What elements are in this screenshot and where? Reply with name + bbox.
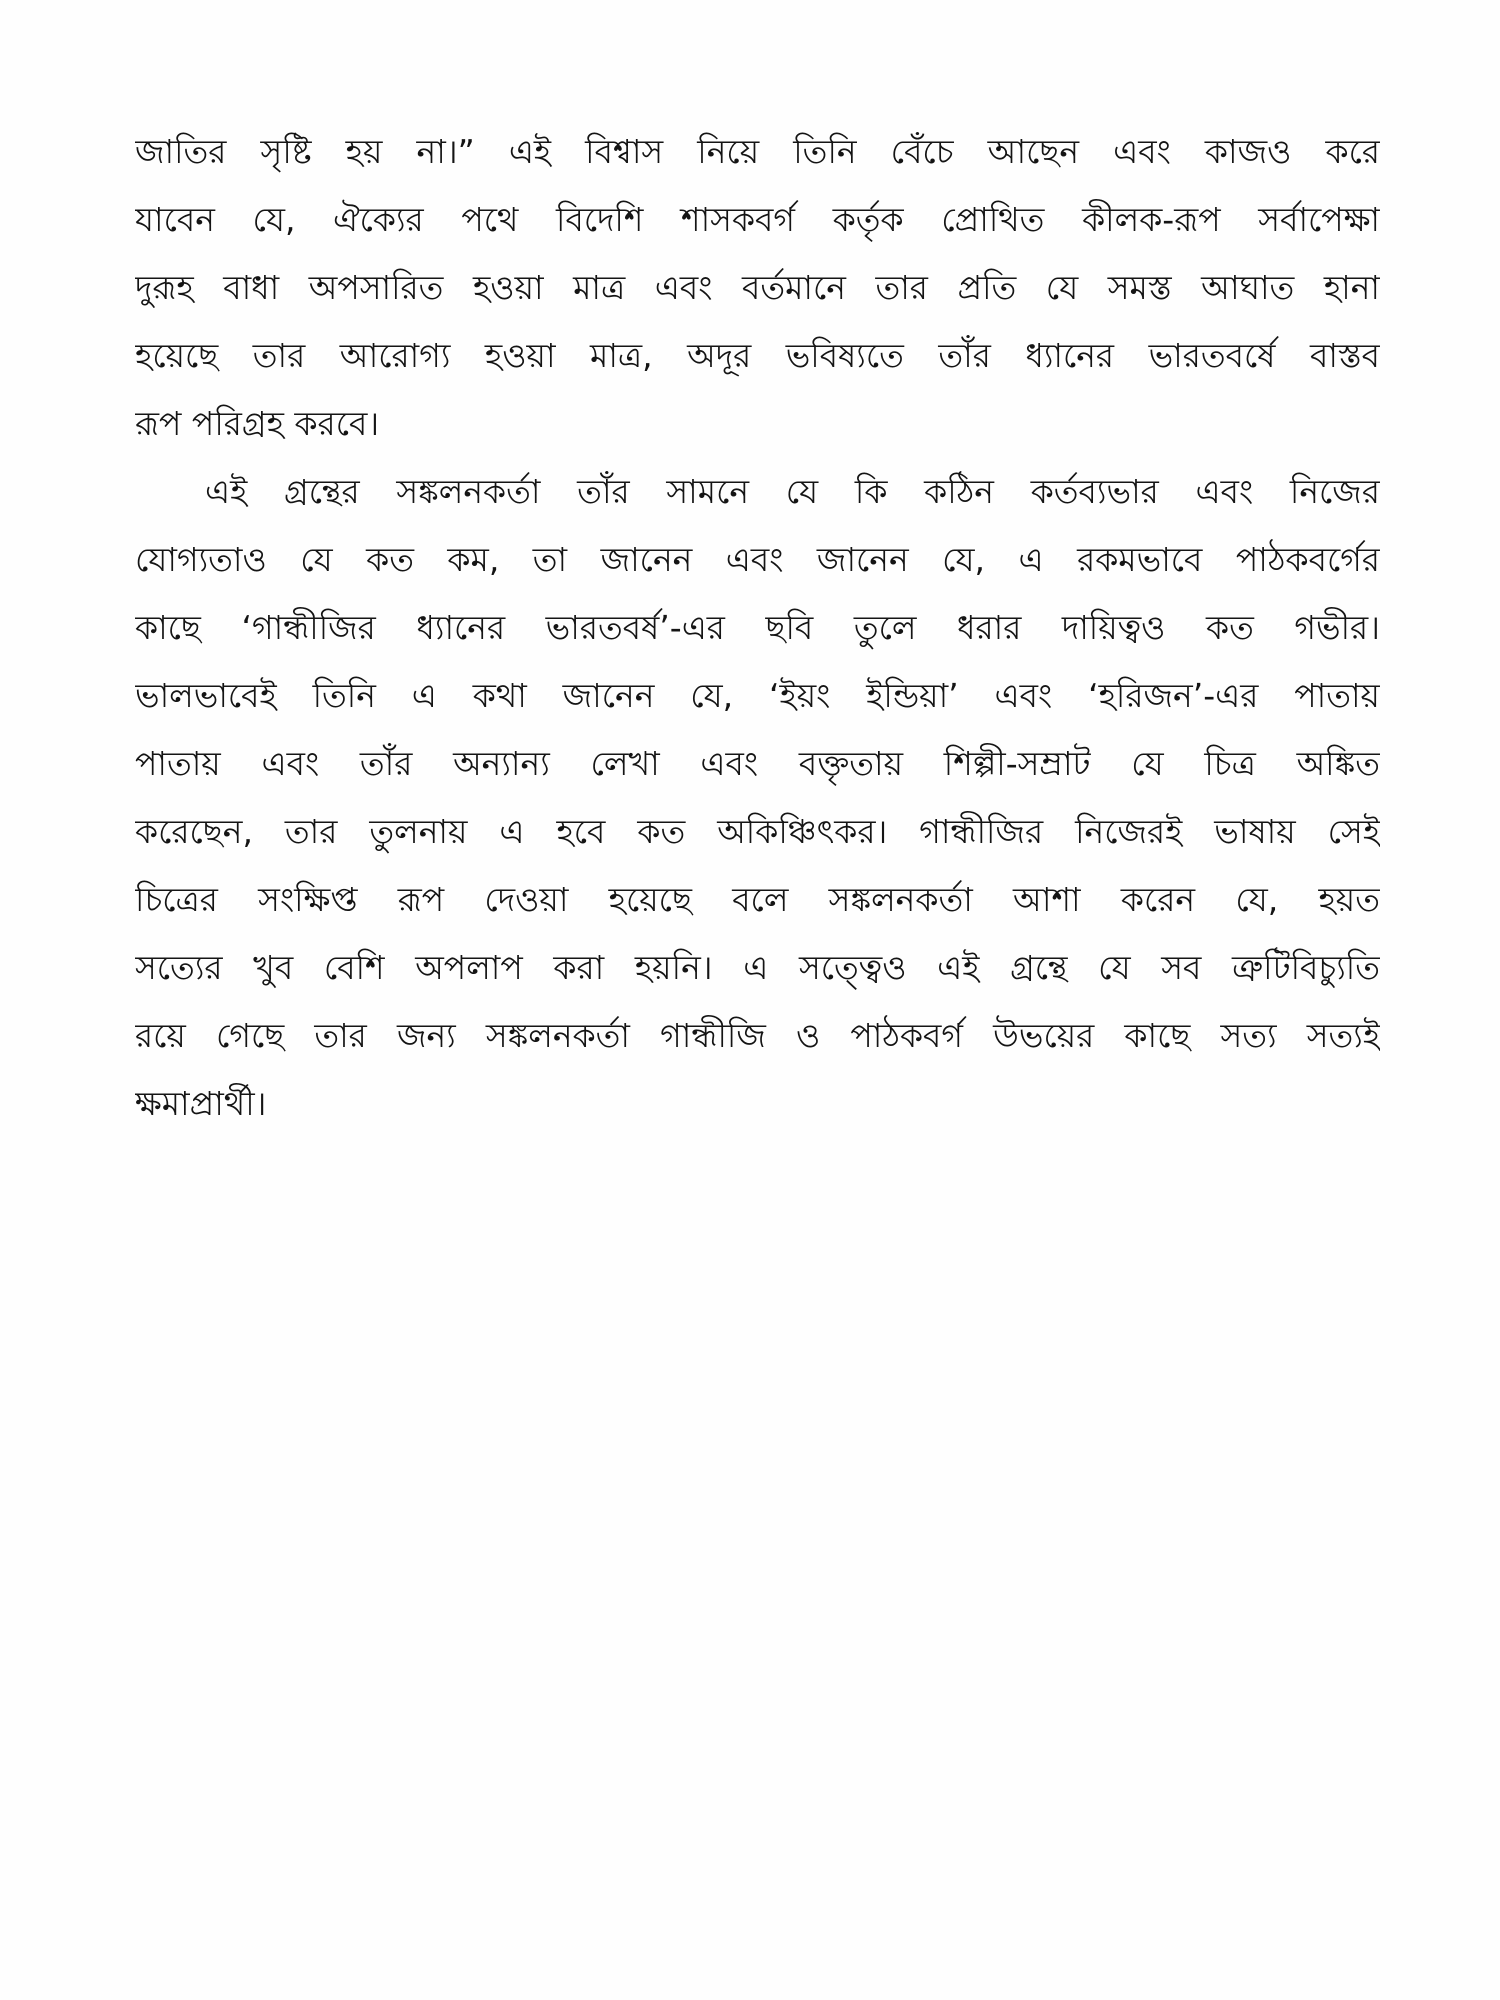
text-line: কাছে ‘গান্ধীজির ধ্যানের ভারতবর্ষ’-এর ছবি তুলে ধরার দায়িত্বও কত গভীর।: [135, 608, 1380, 647]
body-text: [135, 118, 1380, 1138]
text-line: হয়েছে তার আরোগ্য হওয়া মাত্র, অদূর ভবিষ্যতে তাঁর ধ্যানের ভারতবর্ষে বাস্তব: [135, 336, 1380, 375]
text-line: জাতির সৃষ্টি হয় না।” এই বিশ্বাস নিয়ে তিনি বেঁচে আছেন এবং কাজও করে: [135, 132, 1380, 171]
text-line: ভালভাবেই তিনি এ কথা জানেন যে, ‘ইয়ং ইন্ডিয়া’ এবং ‘হরিজন’-এর পাতায়: [135, 676, 1380, 715]
text-line: যাবেন যে, ঐক্যের পথে বিদেশি শাসকবর্গ কর্তৃক প্রোথিত কীলক-রূপ সর্বাপেক্ষা: [135, 200, 1380, 239]
text-line: সত্যের খুব বেশি অপলাপ করা হয়নি। এ সত্ত্বেও এই গ্রন্থে যে সব ত্রুটিবিচ্যুতি: [135, 948, 1380, 987]
paragraph-2: [135, 458, 1380, 1138]
text-line: রূপ পরিগ্রহ করবে।: [135, 404, 380, 443]
text-line: চিত্রের সংক্ষিপ্ত রূপ দেওয়া হয়েছে বলে সঙ্কলনকর্তা আশা করেন যে, হয়ত: [135, 880, 1380, 919]
text-line: যোগ্যতাও যে কত কম, তা জানেন এবং জানেন যে, এ রকমভাবে পাঠকবর্গের: [135, 540, 1380, 579]
text-line: রয়ে গেছে তার জন্য সঙ্কলনকর্তা গান্ধীজি ও পাঠকবর্গ উভয়ের কাছে সত্য সত্যই: [135, 1016, 1380, 1055]
text-line: করেছেন, তার তুলনায় এ হবে কত অকিঞ্চিৎকর। গান্ধীজির নিজেরই ভাষায় সেই: [135, 812, 1380, 851]
text-line: পাতায় এবং তাঁর অন্যান্য লেখা এবং বক্তৃতায় শিল্পী-সম্রাট যে চিত্র অঙ্কিত: [135, 744, 1380, 783]
text-line: এই গ্রন্থের সঙ্কলনকর্তা তাঁর সামনে যে কি কঠিন কর্তব্যভার এবং নিজের: [205, 472, 1380, 511]
text-line: দুরূহ বাধা অপসারিত হওয়া মাত্র এবং বর্তমানে তার প্রতি যে সমস্ত আঘাত হানা: [135, 268, 1380, 307]
paragraph-1: [135, 118, 1380, 458]
text-line: ক্ষমাপ্রার্থী।: [135, 1084, 267, 1123]
